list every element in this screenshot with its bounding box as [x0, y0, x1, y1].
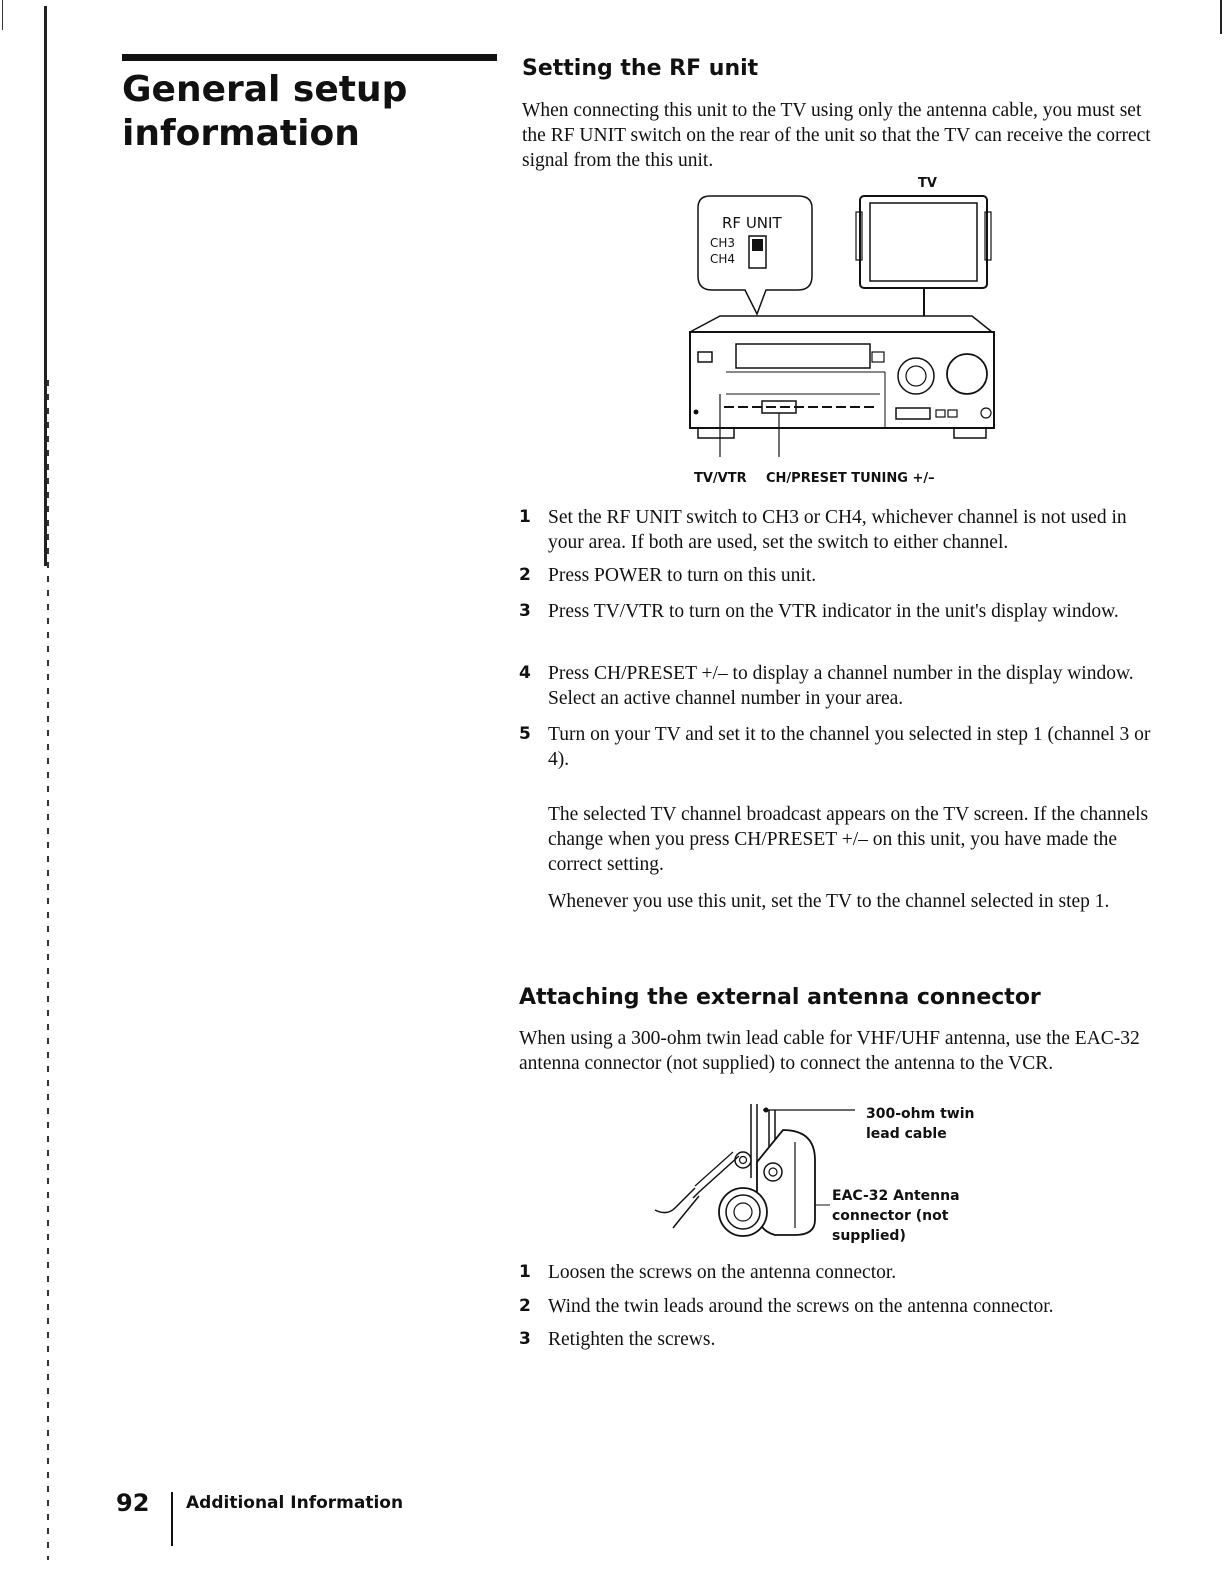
- footer-divider: [171, 1492, 173, 1546]
- step-number: 1: [519, 1262, 531, 1282]
- tuning-label: CH/PRESET TUNING +/–: [766, 471, 935, 486]
- section-intro-rf-unit: When connecting this unit to the TV using only the antenna cable, you must set the RF UNIT switch on the rear of the unit so that the TV can receive the correct signal from the this unit.: [522, 100, 1151, 171]
- step-number: 4: [519, 663, 531, 683]
- step-text: Press POWER to turn on this unit.: [548, 565, 817, 586]
- step-text: Turn on your TV and set it to the channel you selected in step 1 (channel 3 or 4).: [548, 724, 1151, 770]
- step-number: 5: [519, 724, 531, 744]
- step-number: 2: [519, 1296, 531, 1316]
- step-number: 3: [519, 601, 531, 621]
- tvvtr-label: TV/VTR: [694, 471, 747, 486]
- tv-label: TV: [918, 176, 937, 191]
- step-text: Set the RF UNIT switch to CH3 or CH4, whichever channel is not used in your area. If both are used, set the switch to either channel.: [548, 507, 1127, 553]
- step-number: 1: [519, 507, 531, 527]
- step-text: Press TV/VTR to turn on the VTR indicator in the unit's display window.: [548, 601, 1119, 622]
- footer-section-title: Additional Information: [186, 1493, 404, 1513]
- page-number: 92: [116, 1489, 150, 1517]
- binding-edge: [0, 0, 62, 1573]
- note-text: Whenever you use this unit, set the TV to the channel selected in step 1.: [548, 890, 1110, 912]
- ch4-label: CH4: [710, 252, 736, 266]
- section-title-rf-unit: Setting the RF unit: [522, 56, 759, 81]
- step-text: Retighten the screws.: [548, 1329, 716, 1350]
- rf-unit-diagram: [680, 172, 1000, 492]
- note-text: The selected TV channel broadcast appears on the TV screen. If the channels change when you press CH/PRESET +/– on this unit, you have made the correct setting.: [548, 803, 1149, 875]
- cable-callout: 300-ohm twin lead cable: [866, 1106, 975, 1142]
- section-intro-antenna: When using a 300-ohm twin lead cable for VHF/UHF antenna, use the EAC-32 antenna connector (not supplied) to connect the antenna to the VCR.: [519, 1028, 1140, 1074]
- chapter-rule: [122, 54, 497, 61]
- connector-callout: EAC-32 Antenna connector (not supplied): [832, 1188, 960, 1244]
- step-text: Press CH/PRESET +/– to display a channel number in the display window. Select an active channel number in your area.: [548, 663, 1134, 709]
- step-text: Loosen the screws on the antenna connector.: [548, 1262, 897, 1283]
- step-number: 2: [519, 565, 531, 585]
- ch3-label: CH3: [710, 236, 736, 250]
- page-edge-mark: [1220, 0, 1222, 34]
- chapter-title: General setup information: [122, 69, 408, 154]
- section-title-antenna: Attaching the external antenna connector: [519, 985, 1041, 1010]
- step-text: Wind the twin leads around the screws on the antenna connector.: [548, 1296, 1054, 1317]
- step-number: 3: [519, 1329, 531, 1349]
- rf-unit-label: RF UNIT: [722, 214, 782, 232]
